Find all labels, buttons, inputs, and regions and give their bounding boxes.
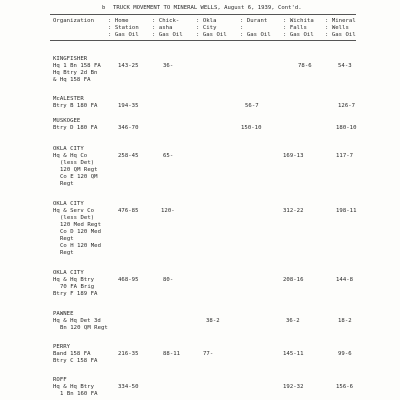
cell-okla-city: 38-2 (206, 318, 220, 324)
col-header-line: : Gas Oil (196, 32, 227, 38)
org-line: Hq 1 Bn 158 FA (53, 63, 101, 69)
org-line: 120 Med Regt (60, 222, 102, 228)
org-line: (less Det) (60, 160, 95, 166)
page-letter: b (102, 5, 106, 11)
cell-chickasha: 120- (161, 208, 175, 214)
org-line: PERRY (53, 344, 71, 350)
cell-home: 143-25 (118, 63, 139, 69)
cell-wichita: 36-2 (286, 318, 300, 324)
org-line: OKLA CITY (53, 146, 84, 152)
org-line: Bn 120 QM Regt (60, 325, 108, 331)
col-header-line: : asha (152, 25, 173, 31)
org-line: Hq & Serv Co (53, 208, 95, 214)
cell-wichita: 78-6 (298, 63, 312, 69)
cell-mineral: 180-10 (336, 125, 357, 131)
cell-home: 468-95 (118, 277, 139, 283)
org-line: PAWNEE (53, 311, 74, 317)
col-header-line: : Station (108, 25, 139, 31)
org-line: Co D 120 Med (60, 229, 102, 235)
org-line: Hq & Hq Btry (53, 384, 95, 390)
cell-chickasha: 88-11 (163, 351, 181, 357)
cell-home: 216-35 (118, 351, 139, 357)
cell-chickasha: 80- (163, 277, 174, 283)
cell-wichita: 208-16 (283, 277, 304, 283)
col-header-line: : (240, 25, 244, 31)
col-header-line: : Home (108, 18, 129, 24)
org-line: Co E 120 QM (60, 174, 98, 180)
cell-home: 334-50 (118, 384, 139, 390)
org-line: & Hq 158 FA (53, 77, 91, 83)
org-line: 70 FA Brig (60, 284, 95, 290)
cell-mineral: 54-3 (338, 63, 352, 69)
org-line: McALESTER (53, 96, 84, 102)
col-header-line: : Gas Oil (108, 32, 139, 38)
cell-okla-city: 77- (203, 351, 214, 357)
col-header-organization: Organization (53, 18, 95, 24)
cell-mineral: 99-6 (338, 351, 352, 357)
org-line: Co H 120 Med (60, 243, 102, 249)
org-line: OKLA CITY (53, 201, 84, 207)
org-line: Btry C 158 FA (53, 358, 98, 364)
col-header-line: : Gas Oil (152, 32, 183, 38)
col-header-line: : Wells (325, 25, 349, 31)
cell-mineral: 198-11 (336, 208, 357, 214)
col-header-line: : Wichita (283, 18, 314, 24)
col-header-line: : Gas Oil (283, 32, 314, 38)
cell-wichita: 312-22 (283, 208, 304, 214)
col-header-line: : Chick- (152, 18, 180, 24)
cell-mineral: 156-6 (336, 384, 354, 390)
cell-home: 258-45 (118, 153, 139, 159)
org-line: Regt (60, 236, 74, 242)
col-header-line: : Durant (240, 18, 268, 24)
cell-wichita: 169-13 (283, 153, 304, 159)
header-top-rule (50, 14, 356, 15)
page-title: TRUCK MOVEMENT TO MINERAL WELLS, August 6, 1939, Cont'd. (113, 5, 302, 11)
cell-home: 476-85 (118, 208, 139, 214)
org-line: Btry D 180 FA (53, 125, 98, 131)
cell-durant: 56-7 (245, 103, 259, 109)
col-header-line: : City (196, 25, 217, 31)
org-line: Hq & Hq Co (53, 153, 88, 159)
cell-home: 346-70 (118, 125, 139, 131)
cell-mineral: 18-2 (338, 318, 352, 324)
cell-mineral: 144-8 (336, 277, 354, 283)
org-line: ROFF (53, 377, 67, 383)
org-line: Hq & Hq Det 3d (53, 318, 101, 324)
cell-mineral: 126-7 (338, 103, 356, 109)
org-line: Hq Btry 2d Bn (53, 70, 98, 76)
org-line: OKLA CITY (53, 270, 84, 276)
cell-home: 194-35 (118, 103, 139, 109)
cell-wichita: 145-11 (283, 351, 304, 357)
org-line: Regt (60, 181, 74, 187)
cell-wichita: 192-32 (283, 384, 304, 390)
org-line: MUSKOGEE (53, 118, 81, 124)
col-header-line: : Mineral (325, 18, 356, 24)
cell-chickasha: 36- (163, 63, 174, 69)
col-header-line: : Okla (196, 18, 217, 24)
header-bottom-rule (50, 40, 356, 41)
org-line: Band 158 FA (53, 351, 91, 357)
org-line: Hq & Hq Btry (53, 277, 95, 283)
org-line: Btry B 180 FA (53, 103, 98, 109)
cell-mineral: 117-7 (336, 153, 354, 159)
cell-durant: 150-10 (241, 125, 262, 131)
org-line: KINGFISHER (53, 56, 88, 62)
org-line: Regt (60, 250, 74, 256)
org-line: 1 Bn 160 FA (60, 391, 98, 397)
org-line: (less Det) (60, 215, 95, 221)
col-header-line: : Gas Oil (240, 32, 271, 38)
cell-chickasha: 65- (163, 153, 174, 159)
org-line: Btry F 189 FA (53, 291, 98, 297)
col-header-line: : Falls (283, 25, 307, 31)
org-line: 120 QM Regt (60, 167, 98, 173)
col-header-line: : Gas Oil (325, 32, 356, 38)
